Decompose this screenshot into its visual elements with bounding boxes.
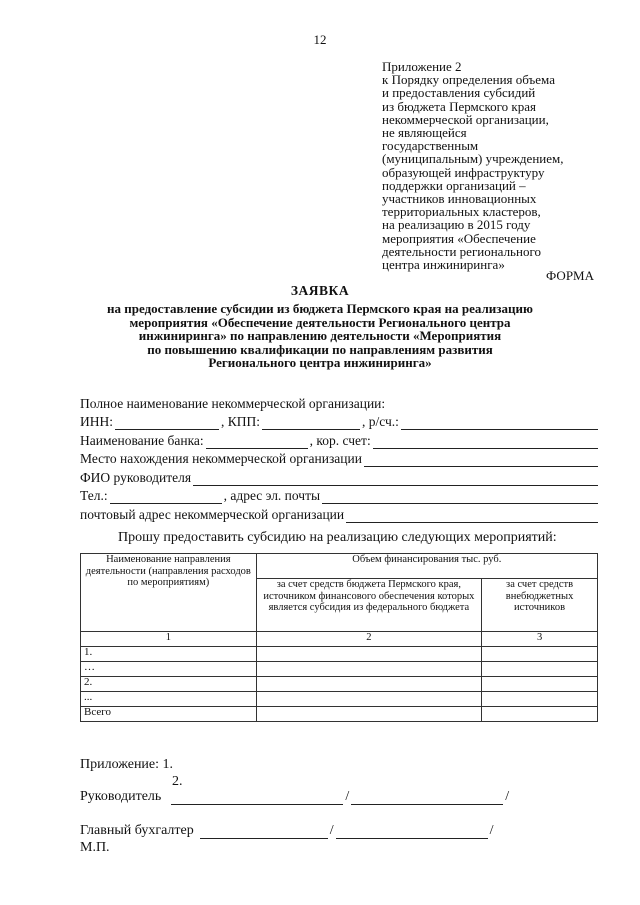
stamp-label: М.П. <box>80 840 110 855</box>
kpp-field[interactable] <box>262 416 360 430</box>
subtitle-line: Регионального центра инжиниринга» <box>208 355 432 370</box>
page-number: 12 <box>313 32 327 47</box>
col3-header: за счет средств внебюджетных источников <box>482 579 598 632</box>
full-name-label: Полное наименование некоммерческой организации: <box>80 395 386 411</box>
korr-field[interactable] <box>373 435 598 449</box>
appendix-block <box>382 60 612 271</box>
col-number: 3 <box>482 632 598 647</box>
request-text: Прошу предоставить субсидию на реализацию следующих мероприятий: <box>118 530 557 545</box>
accountant-signature-field[interactable] <box>200 825 328 839</box>
activities-table <box>80 553 598 722</box>
appendix-line: участников инновационных <box>382 191 537 207</box>
col2-header: за счет средств бюджета Пермского края, источником финансового обеспечения которых является субсидия из федерального бюджета <box>256 579 481 632</box>
subtitle-line: на предоставление субсидии из бюджета Пермского края на реализацию <box>107 301 533 316</box>
separator: / <box>505 789 510 804</box>
form-label: ФОРМА <box>546 268 594 283</box>
funding-header: Объем финансирования тыс. руб. <box>256 554 597 579</box>
row-label: Всего <box>81 707 257 722</box>
table-cell[interactable] <box>482 677 598 692</box>
location-field[interactable] <box>364 453 598 467</box>
email-field[interactable] <box>322 490 598 504</box>
subtitle-line: инжиниринга» по направлению деятельности «Мероприятия <box>138 328 502 343</box>
kpp-label: , КПП: <box>221 414 261 429</box>
appendix-line: из бюджета Пермского края <box>382 98 537 114</box>
director-label: ФИО руководителя <box>80 469 192 485</box>
accountant-signature <box>80 823 494 839</box>
appendix-line: (муниципальным) учреждением, <box>382 151 564 167</box>
appendix-line: некоммерческой организации, <box>382 111 549 127</box>
postal-field[interactable] <box>346 509 598 523</box>
inn-field[interactable] <box>115 416 219 430</box>
director-name-field[interactable] <box>351 791 503 805</box>
appendix-line: не являющейся <box>382 125 467 141</box>
table-cell[interactable] <box>482 692 598 707</box>
appendix-line: к Порядку определения объема <box>382 72 555 88</box>
table-cell[interactable] <box>482 647 598 662</box>
row-label: 2. <box>81 677 257 692</box>
col-number: 1 <box>81 632 257 647</box>
separator: / <box>329 823 334 838</box>
separator: / <box>489 823 494 838</box>
phone-field[interactable] <box>110 490 222 504</box>
director-field[interactable] <box>193 472 598 486</box>
appendix-line: образующей инфраструктуру <box>382 164 545 180</box>
appendix-line: деятельности регионального <box>382 243 541 259</box>
col1-header: Наименование направления деятельности (направления расходов по мероприятиям) <box>81 554 257 632</box>
email-label: , адрес эл. почты <box>223 488 321 503</box>
col-number: 2 <box>256 632 481 647</box>
document-title: ЗАЯВКА <box>290 283 350 298</box>
phone-label: Тел.: <box>80 488 108 503</box>
accountant-name-field[interactable] <box>336 825 488 839</box>
bank-field[interactable] <box>206 435 308 449</box>
attachments-label: Приложение: 1. <box>80 757 174 772</box>
director-signature-field[interactable] <box>171 791 343 805</box>
table-cell[interactable] <box>256 677 481 692</box>
table-cell[interactable] <box>256 707 481 722</box>
subtitle-line: мероприятия «Обеспечение деятельности Регионального центра <box>129 314 511 330</box>
attachments <box>80 757 183 789</box>
director-signature <box>80 789 509 805</box>
row-label: ... <box>81 692 257 707</box>
korr-label: , кор. счет: <box>309 432 371 448</box>
row-label: … <box>81 662 257 677</box>
rs-label: , р/сч.: <box>362 414 399 429</box>
location-label: Место нахождения некоммерческой организации <box>80 451 362 466</box>
attachment-item-2: 2. <box>172 774 183 789</box>
table-cell[interactable] <box>256 662 481 677</box>
bank-label: Наименование банка: <box>80 432 204 448</box>
table-cell[interactable] <box>482 662 598 677</box>
appendix-line: государственным <box>382 138 479 154</box>
appendix-line: и предоставления субсидий <box>382 85 536 101</box>
organization-fields <box>80 393 600 523</box>
separator: / <box>345 789 350 804</box>
appendix-line: поддержки организаций – <box>382 177 526 193</box>
inn-label: ИНН: <box>80 414 113 429</box>
appendix-line: Приложение 2 <box>382 59 462 74</box>
appendix-line: территориальных кластеров, <box>382 204 541 220</box>
table-cell[interactable] <box>256 692 481 707</box>
accountant-signature-label: Главный бухгалтер <box>80 823 194 838</box>
rs-field[interactable] <box>401 416 598 430</box>
appendix-line: на реализацию в 2015 году <box>382 217 531 233</box>
table-cell[interactable] <box>482 707 598 722</box>
row-label: 1. <box>81 647 257 662</box>
table-cell[interactable] <box>256 647 481 662</box>
appendix-line: мероприятия «Обеспечение <box>382 230 536 246</box>
director-signature-label: Руководитель <box>80 789 162 804</box>
subtitle-line: по повышению квалификации по направлениям развития <box>147 341 493 357</box>
document-subtitle <box>40 302 600 370</box>
postal-label: почтовый адрес некоммерческой организации <box>80 506 345 522</box>
appendix-line: центра инжиниринга» <box>382 257 505 273</box>
